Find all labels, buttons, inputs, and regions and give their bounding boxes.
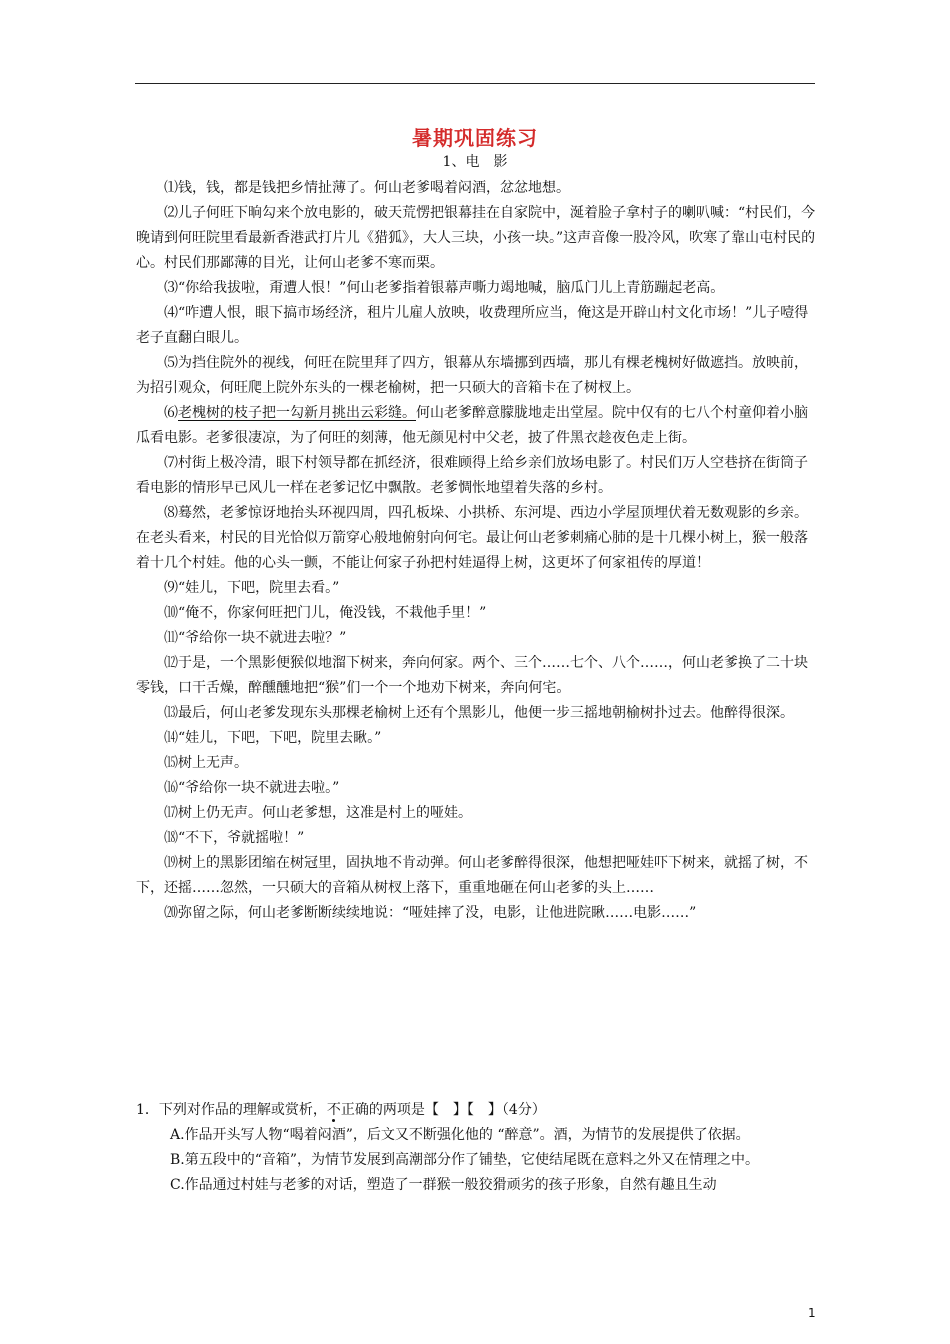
paragraph-16: ⒃“爷给你一块不就进去啦。” (164, 780, 340, 796)
page-title: 暑期巩固练习 (412, 126, 538, 150)
paragraph-8: ⑻蓦然，老爹惊讶地抬头环视四周，四孔板垛、小拱桥、东河堤、西边小学屋顶埋伏着无数观影的乡亲。在老头看来，村民的目光恰似万箭穿心般地俯射向何宅。最让何山老爹刺痛心肺的是十几棵小树上，猴一般落着十几个村娃。他的心头一颤，不能让何家子孙把村娃逼得上树，这更坏了何家祖传的厚道！ (136, 505, 808, 571)
paragraph-3: ⑶“你给我拔啦，甭遭人恨！”何山老爹指着银幕声嘶力竭地喊，脑瓜门儿上青筋蹦起老高。 (164, 280, 725, 296)
paragraph-5: ⑸为挡住院外的视线，何旺在院里拜了四方，银幕从东墙挪到西墙，那儿有棵老槐树好做遮挡。放映前，为招引观众，何旺爬上院外东头的一棵老榆树，把一只硕大的音箱卡在了树杈上。 (136, 355, 808, 396)
paragraph-9: ⑼“娃儿，下吧，院里去看。” (164, 580, 340, 596)
paragraph-13: ⒀最后，何山老爹发现东头那棵老榆树上还有个黑影儿，他便一步三摇地朝榆树扑过去。他醉得很深。 (164, 705, 794, 721)
question-stem-end: 正确的两项是【 】【 】（4分） (340, 1102, 546, 1118)
question-1 (136, 1098, 821, 1198)
underlined-sentence: 老槐树的枝子把一勾新月挑出云彩缝。 (178, 405, 416, 421)
option-a: A.作品开头写人物“喝着闷酒”，后文又不断强化他的 “醉意”。酒，为情节的发展提供了依据。 (170, 1127, 750, 1143)
paragraph-6-number: ⑹ (164, 405, 178, 421)
option-b: B.第五段中的“音箱”，为情节发展到高潮部分作了铺垫，它使结尾既在意料之外又在情理之中。 (170, 1152, 760, 1168)
question-stem (136, 1098, 821, 1123)
paragraph-2: ⑵儿子何旺下晌勾来个放电影的，破天荒愣把银幕挂在自家院中，涎着脸子拿村子的喇叭喊：“村民们，今晚请到何旺院里看最新香港武打片儿《猎狐》，大人三块，小孩一块。”这声音像一股冷风，吹寒了靠山屯村民的心。村民们那鄙薄的目光，让何山老爹不寒而栗。 (136, 205, 816, 271)
paragraph-11: ⑾“爷给你一块不就进去啦？” (164, 630, 347, 646)
paragraph-18: ⒅“不下，爷就摇啦！” (164, 830, 305, 846)
paragraph-15: ⒂树上无声。 (164, 755, 248, 771)
page-number: 1 (808, 1306, 816, 1320)
paragraph-7: ⑺村街上极冷清，眼下村领导都在抓经济，很难顾得上给乡亲们放场电影了。村民们万人空巷挤在街筒子看电影的情形早已风儿一样在老爹记忆中飘散。老爹惆怅地望着失落的乡村。 (136, 455, 808, 496)
paragraph-17: ⒄树上仍无声。何山老爹想，这准是村上的哑娃。 (164, 805, 472, 821)
paragraph-10: ⑽“俺不，你家何旺把门儿，俺没钱，不栽他手里！” (164, 605, 487, 621)
paragraph-14: ⒁“娃儿，下吧，下吧，院里去瞅。” (164, 730, 382, 746)
paragraph-12: ⑿于是，一个黑影便猴似地溜下树来，奔向何家。两个、三个……七个、八个……，何山老爹换了二十块零钱，口干舌燥，醉醺醺地把“猴”们一个一个地劝下树来，奔向何宅。 (136, 655, 808, 696)
header-rule (135, 83, 815, 84)
paragraph-6 (136, 401, 821, 451)
paragraph-4: ⑷“咋遭人恨，眼下搞市场经济，租片儿雇人放映，收费理所应当，俺这是开辟山村文化市场！”儿子噎得老子直翻白眼儿。 (136, 305, 809, 346)
question-stem-start: 1．下列对作品的理解或赏析， (136, 1102, 327, 1118)
option-c: C.作品通过村娃与老爹的对话，塑造了一群猴一般狡猾顽劣的孩子形象，自然有趣且生动 (170, 1177, 717, 1193)
article-body (136, 176, 821, 926)
paragraph-6-text: 何山老爹醉意朦胧地走出堂屋。院中仅有的七八个村童仰着小脑瓜看电影。老爹很凄凉，为了何旺的刻薄，他无颜见村中父老，披了件黑衣趁夜色走上街。 (136, 405, 808, 446)
article-title: 1、电 影 (442, 154, 508, 170)
paragraph-1: ⑴钱，钱，都是钱把乡情扯薄了。何山老爹喝着闷酒，忿忿地想。 (164, 180, 570, 196)
paragraph-19: ⒆树上的黑影团缩在树冠里，固执地不肯动弹。何山老爹醉得很深，他想把哑娃吓下树来，就摇了树，不下，还摇……忽然，一只硕大的音箱从树杈上落下，重重地砸在何山老爹的头上…… (136, 855, 808, 896)
paragraph-20: ⒇弥留之际，何山老爹断断续续地说：“哑娃摔了没，电影，让他进院瞅……电影……” (164, 905, 697, 921)
emphasized-word: 不 (326, 1102, 341, 1118)
